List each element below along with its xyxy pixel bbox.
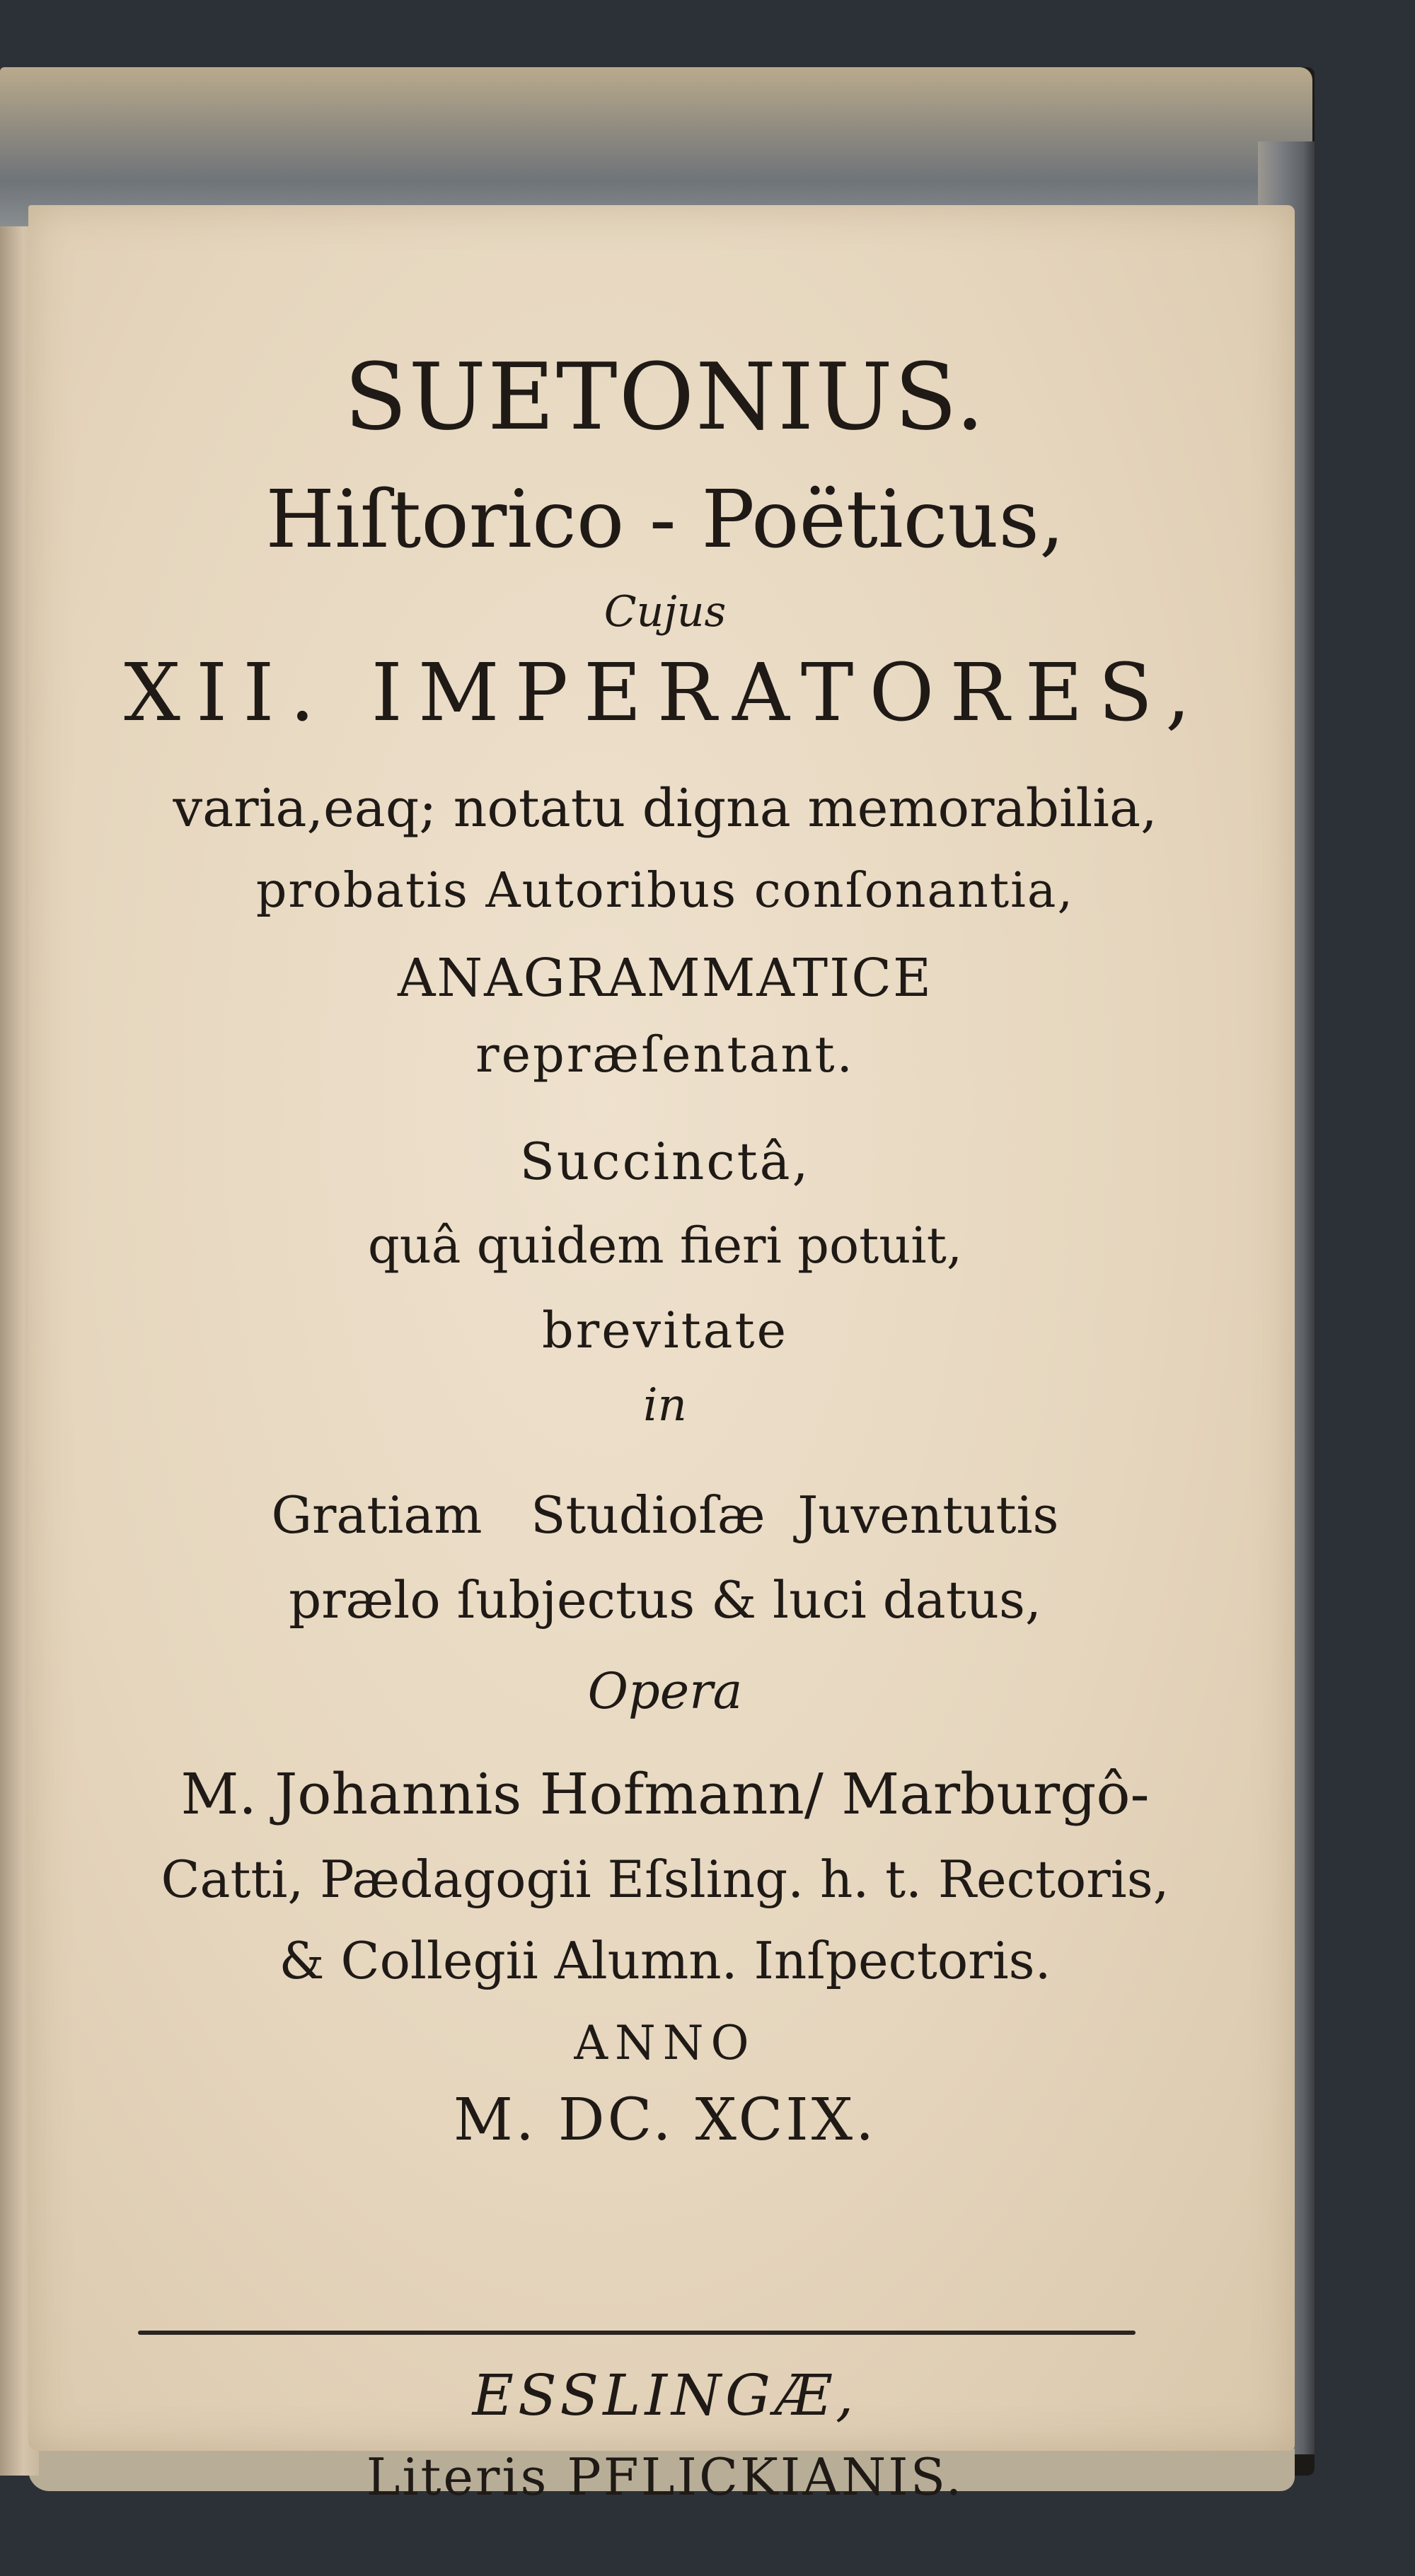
text-line-repraesentant: repræſentant. [475,1026,855,1084]
author-line-2: Catti, Pædagogii Eſsling. h. t. Rectoris, [161,1850,1169,1909]
text-line-qua-quidem: quâ quidem fieri potuit, [367,1217,963,1275]
horizontal-rule [138,2331,1136,2335]
text-line-brevitate: brevitate [541,1301,789,1359]
text-line-praelo: prælo ſubjectus & luci datus, [289,1570,1041,1630]
book-title: SUETONIUS. [344,343,986,451]
author-line-1: M. Johannis Hofmann/ Marburgô- [180,1761,1150,1827]
imperatores-line: XII. IMPERATORES, [124,647,1206,739]
publication-place: ESSLINGÆ, [472,2362,858,2428]
title-page [28,205,1295,2507]
text-line-varia: varia,eaq; notatu digna memorabilia, [173,778,1157,839]
text-line-anagrammatice: ANAGRAMMATICE [397,948,933,1009]
text-line-opera: Opera [587,1662,743,1720]
author-line-3: & Collegii Alumn. Inſpectoris. [279,1931,1051,1990]
book-subtitle: Hiſtorico - Poëticus, [265,474,1065,566]
publication-year: M. DC. XCIX. [453,2087,877,2154]
text-line-in: in [643,1379,687,1432]
cujus-line: Cujus [603,587,727,637]
text-line-gratiam: Gratiam Studioſæ Juventutis [271,1485,1059,1545]
printer-line: Literis PFLICKIANIS. [366,2447,964,2507]
text-line-succincta: Succinctâ, [519,1132,811,1191]
text-line-probatis: probatis Autoribus conſonantia, [255,863,1075,919]
anno-label: ANNO [574,2016,756,2070]
